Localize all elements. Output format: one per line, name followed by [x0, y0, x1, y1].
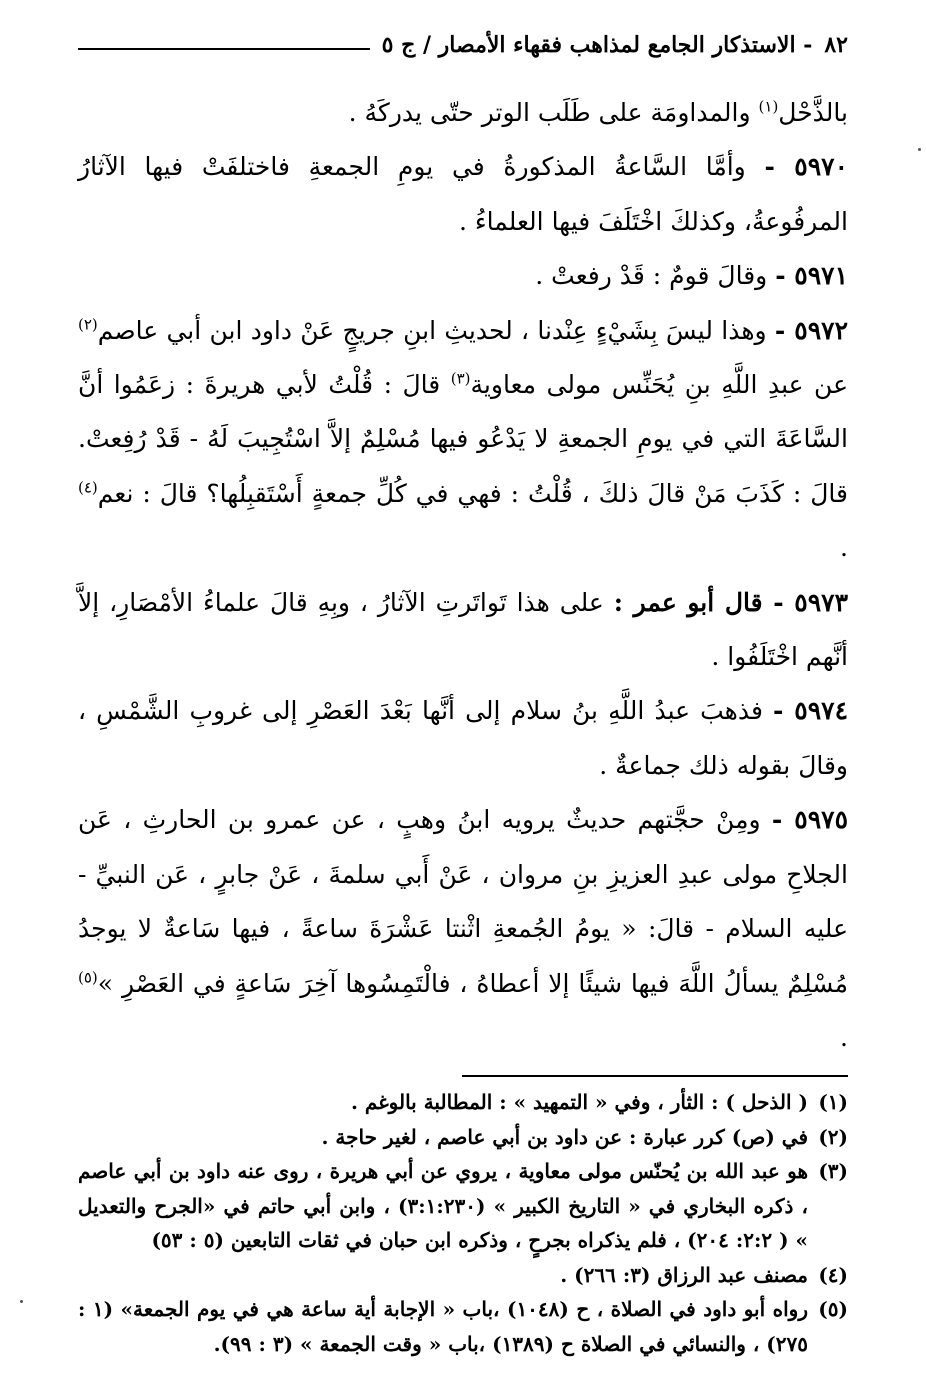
footnote-ref[interactable]: (٢) — [78, 315, 98, 334]
page-number: ٨٢ — [824, 32, 848, 58]
paragraph-5974 — [78, 684, 848, 793]
running-title: - الاستذكار الجامع لمذاهب فقهاء الأمصار / ج ٥ — [381, 32, 813, 58]
footnotes — [78, 1085, 848, 1361]
paragraph-5973 — [78, 576, 848, 685]
footnote-text: في (ص) كرر عبارة : عن داود بن أبي عاصم ، لغير حاجة . — [321, 1124, 808, 1149]
paragraph-text: على هذا تَواتَرتِ الآثارُ ، وبِهِ قالَ علماءُ الأمْصَارِ، إلاَّ أنَّهم اخْتَلَفُوا . — [78, 587, 848, 672]
paragraph-text: بالذَّحْل — [778, 98, 848, 127]
footnote-separator — [462, 1075, 848, 1077]
paragraph-number: ٥٩٧٣ - — [773, 587, 848, 617]
footnote — [78, 1154, 848, 1258]
scan-speck — [20, 1300, 23, 1303]
paragraph-continuation — [78, 86, 848, 140]
paragraph-text: وهذا ليسَ بِشَيْءٍ عِنْدنا ، لحديثِ ابنِ جريجٍ عَنْ داود ابن أبي عاصم — [97, 315, 775, 345]
speaker-label: قال أبو عمر : — [613, 587, 774, 617]
paragraph-text: فذهبَ عبدُ اللَّهِ بنُ سلام إلى أنَّها بَعْدَ العَصْرِ إلى غروبِ الشَّمْسِ ، وقالَ بقوله ذلك جماعةٌ . — [78, 696, 848, 780]
footnote-number: (٣) — [818, 1159, 848, 1184]
paragraph-text: وقالَ قومٌ : قَدْ رفعتْ . — [535, 261, 776, 291]
running-header — [78, 28, 848, 62]
paragraph-number: ٥٩٧٥ - — [771, 805, 848, 835]
paragraph-text: . — [840, 1022, 848, 1052]
footnote-text: مصنف عبد الرزاق (٣: ٢٦٦) . — [560, 1262, 808, 1287]
paragraph-text: وأمَّا السَّاعةُ المذكورةُ في يومِ الجمعةِ فاختلفَتْ فيها الآثارُ المرفُوعةُ، وكذلكَ اخْتَلَفَ فيها العلماءُ . — [78, 152, 848, 236]
paragraph-number: ٥٩٧١ - — [775, 261, 848, 291]
footnote-ref[interactable]: (٣) — [450, 369, 471, 388]
scan-speck — [918, 148, 921, 151]
footnote — [78, 1292, 848, 1361]
footnote-number: (٤) — [818, 1262, 848, 1287]
footnote-ref[interactable]: (٤) — [78, 478, 98, 497]
header-rule — [78, 48, 370, 50]
paragraph-5975 — [78, 793, 848, 1065]
footnote-ref[interactable]: (١) — [758, 97, 779, 116]
main-text — [78, 86, 848, 1065]
paragraph-number: ٥٩٧٤ - — [773, 696, 848, 726]
paragraph-text: والمداومَة على طَلَب الوتر حتّى يدركَهُ . — [348, 98, 759, 127]
footnote-text: هو عبد الله بن يُحنّس مولى معاوية ، يروي عن أبي هريرة ، روى عنه داود بن أبي عاصم ، ذكره البخاري في « التاريخ الكبير » (٣:١:٢٣٠) ، وابن أبي حاتم في «الجرح والتعديل » ( ٢:٢: ٢٠٤) ، فلم يذكراه بجرحٍ ، وذكره ابن حبان في ثقات التابعين (٥ : ٥٣) — [78, 1159, 809, 1253]
paragraph-5972 — [78, 304, 848, 576]
paragraph-number: ٥٩٧٠ - — [764, 152, 848, 182]
paragraph-text: ومِنْ حجَّتهم حديثٌ يرويه ابنُ وهبٍ ، عن عمرو بن الحارثِ ، عَن الجلاحِ مولى عبدِ العزيزِ بنِ مروان ، عَنْ أَبي سلمةَ ، عَنْ جابرٍ ، عَن النبيِّ - عليه السلام - قالَ: « يومُ الجُمعةِ اثْنتا عَشْرَةَ ساعةً ، فيها سَاعةٌ لا يوجدُ مُسْلِمٌ يسألُ اللَّهَ فيها شيئًا إلا أعطاهُ ، فالْتَمِسُوها آخِرَ سَاعةٍ في العَصْرِ » — [78, 805, 848, 998]
paragraph-text: قالَ : قُلْتُ لأبي هريرةَ : زعَمُوا أنَّ السَّاعَةَ التي في يومِ الجمعةِ لا يَدْعُو فيها مُسْلِمٌ إلاَّ اسْتُجِيبَ لَهُ - قَدْ رُفِعتْ. قالَ : كَذَبَ مَنْ قالَ ذلكَ ، قُلْتُ : فهي في كُلِّ جمعةٍ أَسْتَقبِلُها؟ قالَ : نعم — [78, 370, 848, 508]
footnote — [78, 1085, 848, 1120]
footnote-text: رواه أبو داود في الصلاة ، ح (١٠٤٨) ،باب « الإجابة أية ساعة هي في يوم الجمعة» (١ : ٢٧٥) ، والنسائي في الصلاة ح (١٣٨٩) ،باب « وقت الجمعة » (٣ : ٩٩). — [78, 1297, 808, 1356]
footnote-number: (١) — [818, 1090, 848, 1115]
footnote — [78, 1258, 848, 1293]
paragraph-text: عن عبدِ اللَّهِ بنِ يُحَنِّس مولى معاوية — [470, 370, 848, 400]
paragraph-text: . — [840, 533, 848, 563]
paragraph-5970 — [78, 140, 848, 249]
footnote — [78, 1120, 848, 1155]
paragraph-number: ٥٩٧٢ - — [774, 315, 848, 345]
footnote-number: (٢) — [818, 1124, 848, 1149]
footnote-text: ( الذحل ) : الثأر ، وفي « التمهيد » : المطالبة بالوغم . — [350, 1090, 808, 1115]
footnote-number: (٥) — [818, 1297, 848, 1322]
paragraph-5971 — [78, 249, 848, 303]
footnote-ref[interactable]: (٥) — [78, 968, 98, 987]
book-page — [78, 28, 848, 1361]
